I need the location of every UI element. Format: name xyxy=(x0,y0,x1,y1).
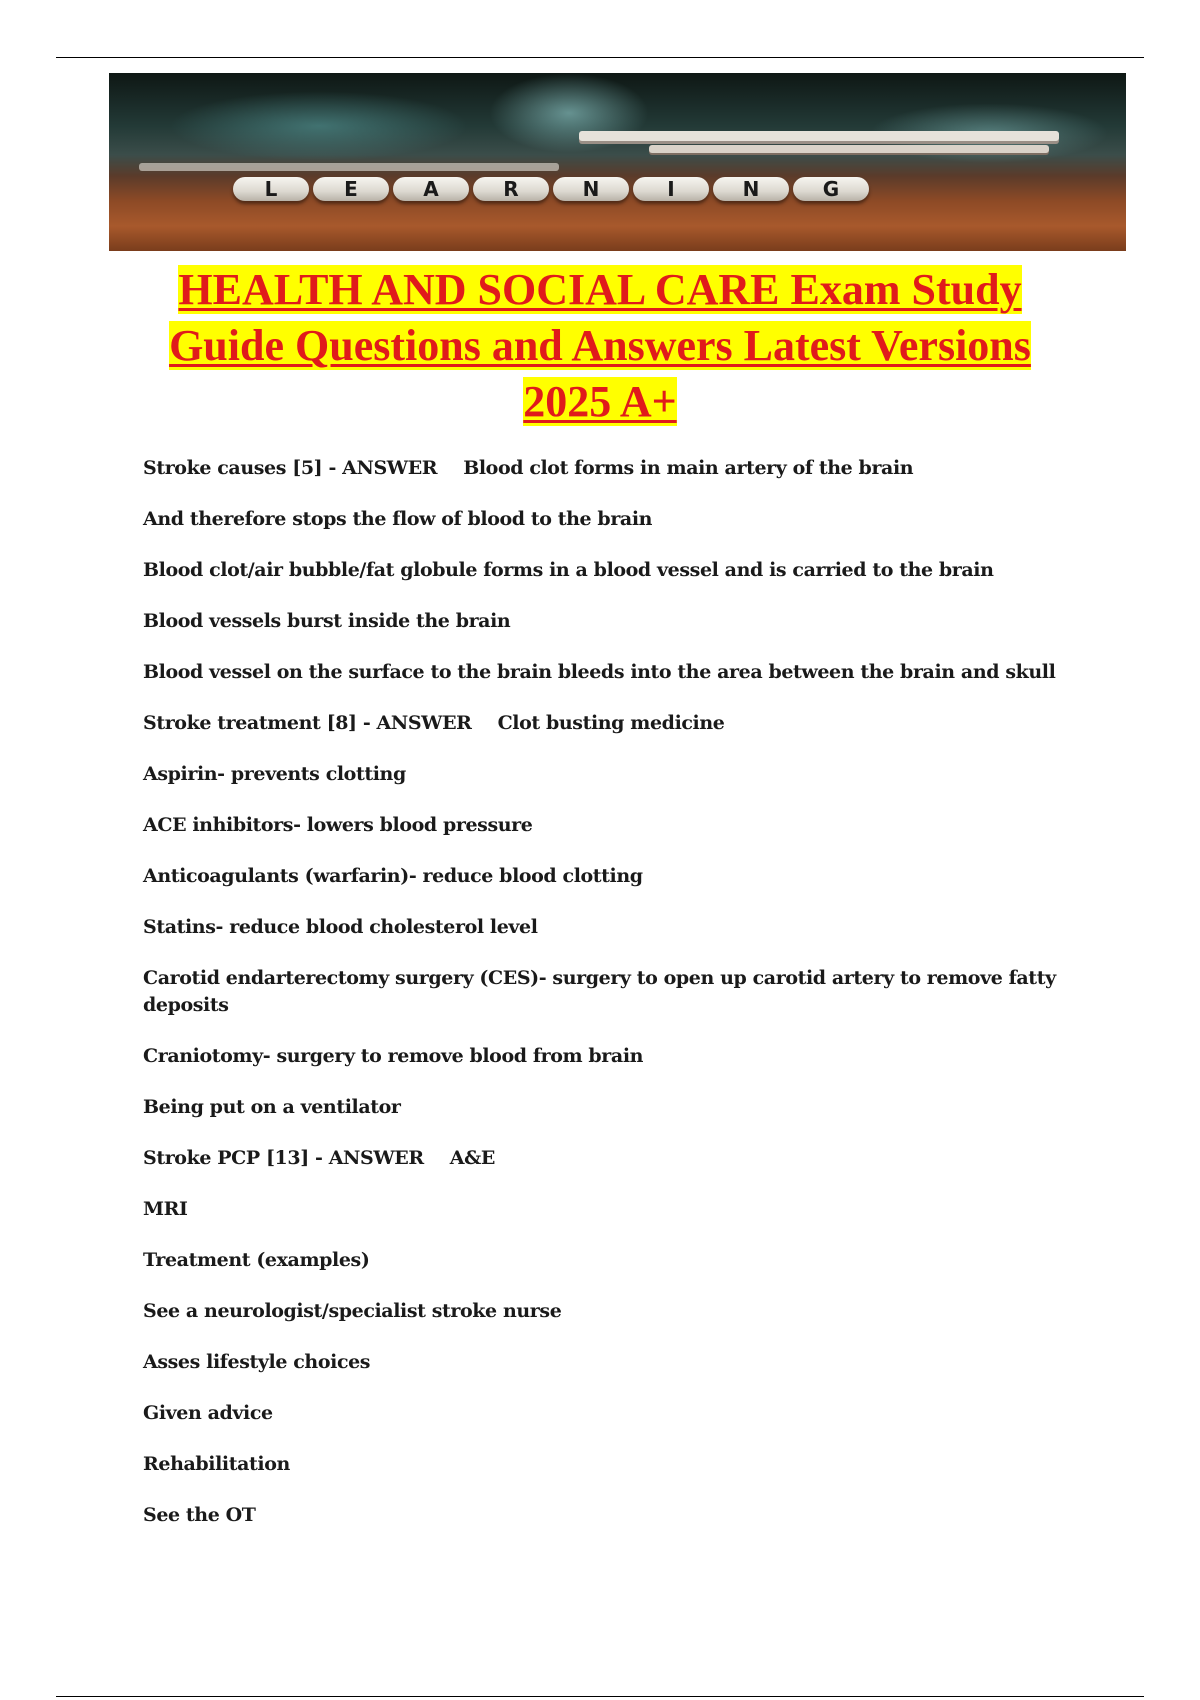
letter-tile: E xyxy=(313,177,389,201)
answer-line: Anticoagulants (warfarin)- reduce blood clotting xyxy=(143,865,643,887)
title-line-1: HEALTH AND SOCIAL CARE Exam Study xyxy=(178,265,1022,314)
answer-line: Rehabilitation xyxy=(143,1453,290,1475)
title-line-2: Guide Questions and Answers Latest Versions xyxy=(169,321,1031,370)
answer-line: Blood clot/air bubble/fat globule forms in a blood vessel and is carried to the brain xyxy=(143,559,994,581)
answer-text: Clot busting medicine xyxy=(497,712,725,734)
answer-line: Treatment (examples) xyxy=(143,1249,370,1271)
study-content xyxy=(143,455,1093,1553)
document-title xyxy=(100,262,1100,430)
answer-line: Being put on a ventilator xyxy=(143,1096,401,1118)
answer-line: See the OT xyxy=(143,1504,256,1526)
letter-tile: I xyxy=(633,177,709,201)
answer-line: Asses lifestyle choices xyxy=(143,1351,371,1373)
answer-line: Statins- reduce blood cholesterol level xyxy=(143,916,538,938)
bottom-rule xyxy=(56,1696,1144,1697)
answer-line: Given advice xyxy=(143,1402,273,1424)
question-text: Stroke causes [5] - ANSWER xyxy=(143,457,438,479)
question-text: Stroke treatment [8] - ANSWER xyxy=(143,712,472,734)
letter-tile: L xyxy=(233,177,309,201)
letter-tile: N xyxy=(713,177,789,201)
question-line xyxy=(143,1145,1093,1172)
letter-tile: N xyxy=(553,177,629,201)
answer-line: ACE inhibitors- lowers blood pressure xyxy=(143,814,533,836)
answer-line: Blood vessel on the surface to the brain bleeds into the area between the brain and skull xyxy=(143,661,1056,683)
title-line-3: 2025 A+ xyxy=(523,377,677,426)
question-line xyxy=(143,710,1093,737)
banner-image xyxy=(109,73,1126,251)
question-text: Stroke PCP [13] - ANSWER xyxy=(143,1147,424,1169)
answer-line: Carotid endarterectomy surgery (CES)- surgery to open up carotid artery to remove fatty deposits xyxy=(143,967,1056,1016)
answer-text: Blood clot forms in main artery of the brain xyxy=(463,457,914,479)
answer-line: Aspirin- prevents clotting xyxy=(143,763,406,785)
answer-line: See a neurologist/specialist stroke nurse xyxy=(143,1300,562,1322)
answer-line: Blood vessels burst inside the brain xyxy=(143,610,511,632)
answer-text: A&E xyxy=(449,1147,495,1169)
letter-tile: A xyxy=(393,177,469,201)
answer-line: Craniotomy- surgery to remove blood from brain xyxy=(143,1045,644,1067)
letter-tile: R xyxy=(473,177,549,201)
question-line xyxy=(143,455,1093,482)
answer-line: MRI xyxy=(143,1198,188,1220)
learning-tiles xyxy=(233,177,869,201)
top-rule xyxy=(56,57,1144,58)
answer-line: And therefore stops the flow of blood to the brain xyxy=(143,508,653,530)
letter-tile: G xyxy=(793,177,869,201)
